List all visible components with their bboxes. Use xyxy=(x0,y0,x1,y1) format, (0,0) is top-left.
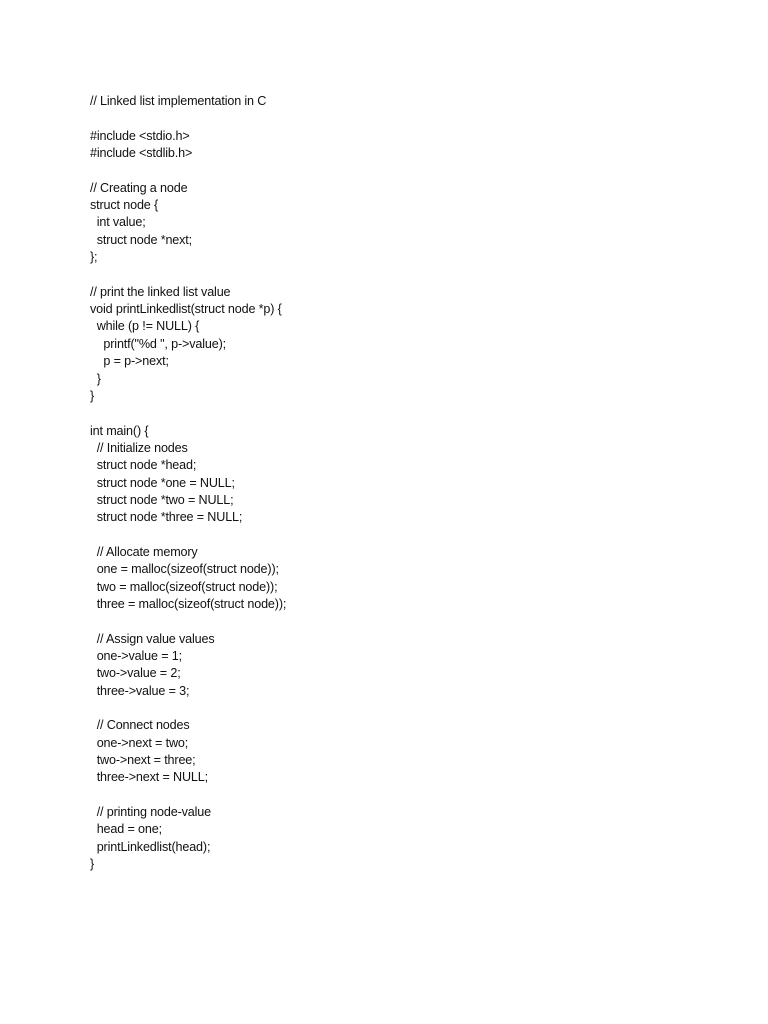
code-line: int value; xyxy=(90,215,146,230)
code-line: struct node *head; xyxy=(90,458,197,473)
code-line: struct node *three = NULL; xyxy=(90,510,243,525)
code-line: #include <stdlib.h> xyxy=(90,146,193,161)
code-line: struct node { xyxy=(90,198,159,213)
code-line: while (p != NULL) { xyxy=(90,319,200,334)
code-line: two = malloc(sizeof(struct node)); xyxy=(90,579,278,594)
code-line: head = one; xyxy=(90,822,162,837)
code-line: p = p->next; xyxy=(90,354,169,369)
code-line: // Creating a node xyxy=(90,180,188,195)
code-line: int main() { xyxy=(90,423,149,438)
blank-line xyxy=(90,787,286,804)
blank-line xyxy=(90,405,286,422)
code-line: printf("%d ", p->value); xyxy=(90,336,226,351)
code-line: } xyxy=(90,857,95,872)
code-line: // Assign value values xyxy=(90,631,215,646)
code-line: one->value = 1; xyxy=(90,649,182,663)
blank-line xyxy=(90,700,286,717)
blank-line xyxy=(90,162,286,179)
code-line: one = malloc(sizeof(struct node)); xyxy=(90,562,279,577)
code-line: three->next = NULL; xyxy=(90,770,208,785)
code-line: two->value = 2; xyxy=(90,666,181,681)
code-line: }; xyxy=(90,250,98,265)
code-line: struct node *two = NULL; xyxy=(90,492,234,507)
code-line: } xyxy=(90,388,95,403)
code-line: three->value = 3; xyxy=(90,683,190,698)
code-line: two->next = three; xyxy=(90,753,196,768)
blank-line xyxy=(90,527,286,544)
code-line: // Initialize nodes xyxy=(90,440,188,455)
blank-line xyxy=(90,110,286,127)
blank-line xyxy=(90,266,286,283)
blank-line xyxy=(90,613,286,630)
code-line: // print the linked list value xyxy=(90,284,231,299)
code-line: struct node *one = NULL; xyxy=(90,475,235,490)
code-line: } xyxy=(90,371,101,386)
code-line: #include <stdio.h> xyxy=(90,128,190,143)
code-line: three = malloc(sizeof(struct node)); xyxy=(90,596,287,611)
code-document xyxy=(90,93,286,873)
code-line: // printing node-value xyxy=(90,805,212,820)
code-line: void printLinkedlist(struct node *p) { xyxy=(90,302,282,317)
code-line: // Allocate memory xyxy=(90,544,198,559)
code-line: // Linked list implementation in C xyxy=(90,94,267,108)
code-line: printLinkedlist(head); xyxy=(90,839,211,854)
code-line: struct node *next; xyxy=(90,232,193,247)
code-line: // Connect nodes xyxy=(90,718,190,733)
code-line: one->next = two; xyxy=(90,735,189,750)
